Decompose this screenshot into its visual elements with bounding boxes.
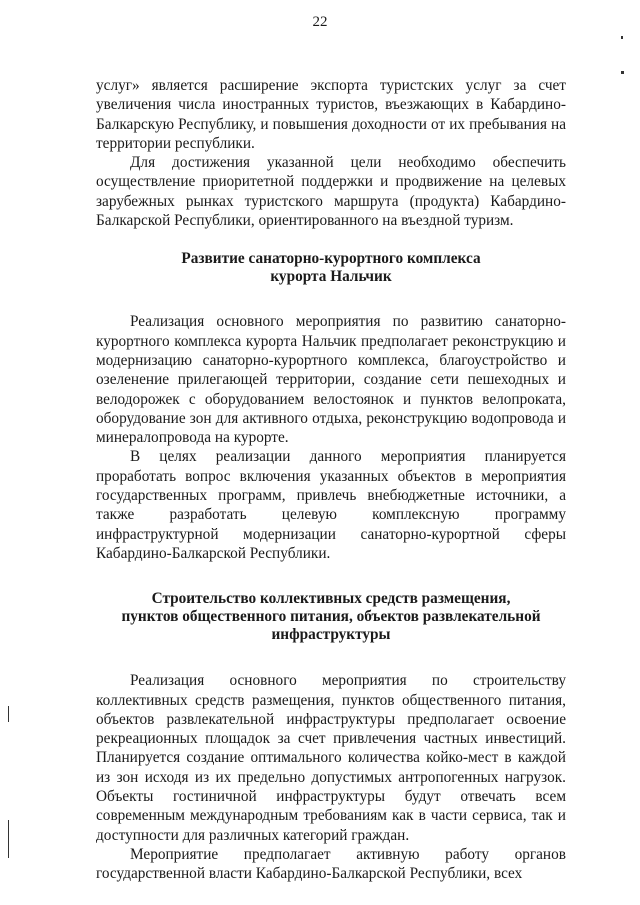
paragraph-construction-authorities: Мероприятие предполагает активную работу органов государственной власти Кабардино-Балкарской Республики, всех bbox=[96, 845, 566, 883]
paragraph-construction-measure: Реализация основного мероприятия по строительству коллективных средств размещения, пунктов общественного питания, объектов развлекательной инфраструктуры предполагает освоение рекреационных площадок за счет привлечения частных инвестиций. Планируется создание оптимального количества койко-мест в каждой из зон исходя из их предельно допустимых антропогенных нагрузок. Объекты гостиничной инфраструктуры будут отвечать всем современным международным требованиям как в части сервиса, так и доступности для различных категорий граждан. bbox=[96, 672, 566, 844]
paragraph-continuation: услуг» является расширение экспорта туристских услуг за счет увеличения числа иностранных туристов, въезжающих в Кабардино-Балкарскую Республику, и повышения доходности от их пребывания на территории республики. bbox=[96, 77, 566, 152]
heading-line: Строительство коллективных средств размещения, bbox=[151, 590, 511, 608]
document-body bbox=[96, 76, 566, 884]
scan-artifact bbox=[621, 71, 624, 74]
section-heading-construction bbox=[96, 590, 566, 644]
heading-line: Развитие санаторно-курортного комплекса bbox=[181, 250, 481, 268]
heading-line: инфраструктуры bbox=[271, 626, 391, 644]
paragraph-goal: Для достижения указанной цели необходимо обеспечить осуществление приоритетной поддержки и продвижение на целевых зарубежных рынках туристского маршрута (продукта) Кабардино-Балкарской Республики, ориентированного на въездной туризм. bbox=[96, 154, 566, 230]
scan-artifact bbox=[8, 820, 9, 858]
scan-artifact bbox=[621, 36, 623, 39]
page-number: 22 bbox=[312, 14, 328, 30]
section-heading-sanatorium bbox=[96, 250, 566, 286]
paragraph-sanatorium-goals: В целях реализации данного мероприятия планируется проработать вопрос включения указанных объектов в мероприятия государственных программ, привлечь внебюджетные источники, а также разработать целевую комплексную программу инфраструктурной модернизации санаторно-курортной сферы Кабардино-Балкарской Республики. bbox=[96, 448, 566, 562]
scan-artifact bbox=[8, 706, 9, 722]
paragraph-sanatorium-measure: Реализация основного мероприятия по развитию санаторно-курортного комплекса курорта Нальчик предполагает реконструкцию и модернизацию санаторно-курортного комплекса, благоустройство и озеленение прилегающей территории, создание сети пешеходных и велодорожек с оборудованием велостоянок и пунктов велопроката, оборудование зон для активного отдыха, реконструкцию водопровода и минералопровода на курорте. bbox=[96, 313, 566, 447]
heading-line: пунктов общественного питания, объектов развлекательной bbox=[121, 608, 541, 626]
heading-line: курорта Нальчик bbox=[270, 268, 392, 286]
